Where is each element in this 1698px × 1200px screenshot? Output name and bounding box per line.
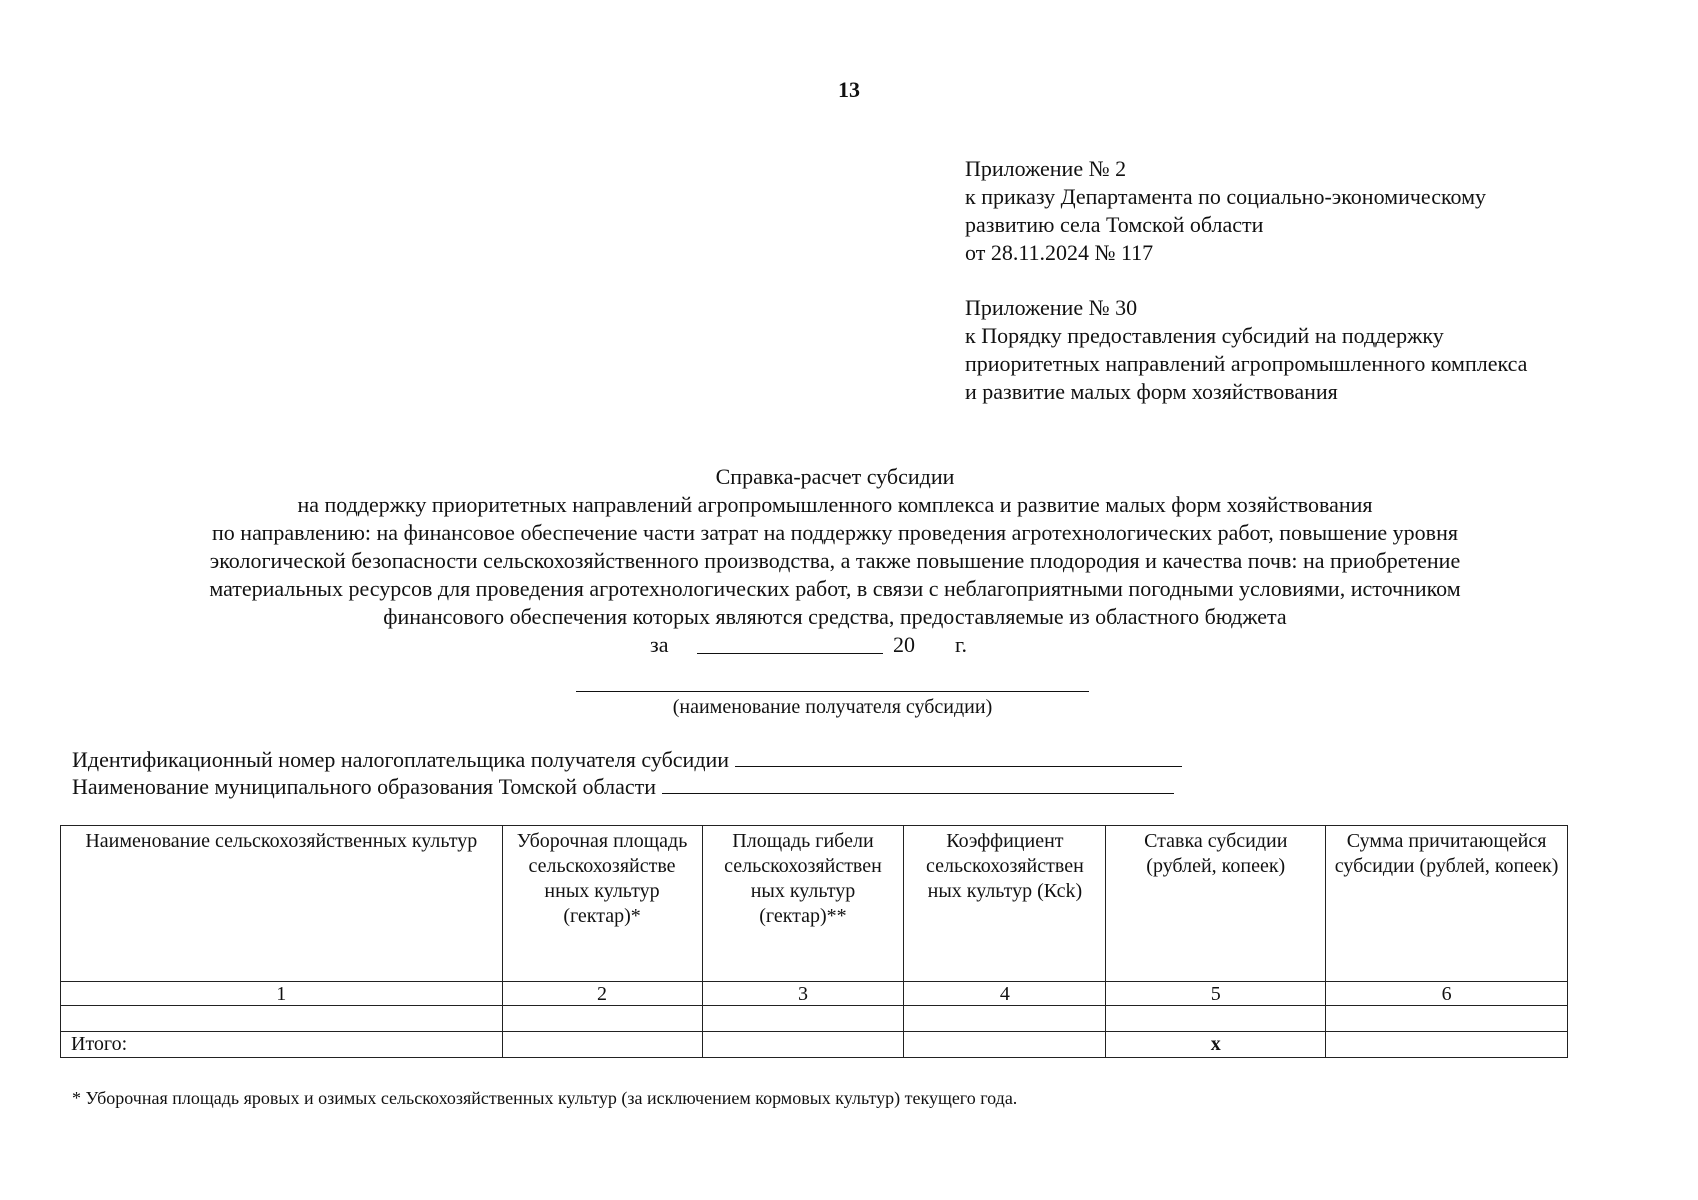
- appendix-line: приоритетных направлений агропромышленного комплекса: [965, 351, 1528, 376]
- period-month-blank[interactable]: [697, 653, 883, 654]
- total-cell[interactable]: [502, 1032, 702, 1058]
- column-header-loss-area: Площадь гибели сельскохозяйствен ных культур (гектар)**: [702, 826, 904, 982]
- table-cell[interactable]: [61, 1006, 503, 1032]
- title-line: по направлению: на финансовое обеспечение части затрат на поддержку проведения агротехнологических работ, повышение уровня: [212, 520, 1458, 545]
- table-row: [61, 1006, 1568, 1032]
- column-number: 4: [904, 982, 1106, 1006]
- column-number-row: [61, 982, 1568, 1006]
- title-line: на поддержку приоритетных направлений агропромышленного комплекса и развитие малых форм хозяйствования: [297, 492, 1373, 517]
- table-cell[interactable]: [502, 1006, 702, 1032]
- table-cell[interactable]: [1326, 1006, 1568, 1032]
- total-not-applicable-mark: х: [1106, 1032, 1326, 1058]
- period-prefix: за: [650, 632, 669, 657]
- total-label: Итого:: [61, 1032, 503, 1058]
- document-title: [100, 463, 1570, 631]
- appendix-line: от 28.11.2024 № 117: [965, 240, 1154, 265]
- municipality-field: [72, 773, 1174, 801]
- table-cell[interactable]: [904, 1006, 1106, 1032]
- appendix-reference-order: [965, 155, 1486, 267]
- period-suffix: г.: [955, 632, 968, 657]
- column-header-subsidy-amount: Сумма причитающейся субсидии (рублей, копеек): [1326, 826, 1568, 982]
- column-number: 6: [1326, 982, 1568, 1006]
- appendix-line: Приложение № 30: [965, 295, 1138, 320]
- table-cell[interactable]: [702, 1006, 904, 1032]
- period-year-prefix: 20: [893, 632, 915, 657]
- column-number: 5: [1106, 982, 1326, 1006]
- column-header-crop-name: Наименование сельскохозяйственных культур: [61, 826, 503, 982]
- table-cell[interactable]: [1106, 1006, 1326, 1032]
- appendix-line: Приложение № 2: [965, 156, 1127, 181]
- recipient-name-blank[interactable]: [576, 691, 1089, 692]
- appendix-line: к Порядку предоставления субсидий на поддержку: [965, 323, 1444, 348]
- inn-label: Идентификационный номер налогоплательщика получателя субсидии: [72, 747, 730, 772]
- inn-field: [72, 746, 1182, 774]
- column-header-crop-coefficient: Коэффициент сельскохозяйствен ных культур (Ксk): [904, 826, 1106, 982]
- footnote: * Уборочная площадь яровых и озимых сельскохозяйственных культур (за исключением кормовых культур) текущего года.: [72, 1088, 1018, 1108]
- title-line: материальных ресурсов для проведения агротехнологических работ, в связи с неблагоприятными погодными условиями, источником: [209, 576, 1461, 601]
- total-cell[interactable]: [1326, 1032, 1568, 1058]
- table-header-row: [61, 826, 1568, 982]
- recipient-caption: (наименование получателя субсидии): [672, 696, 993, 718]
- column-header-subsidy-rate: Ставка субсидии (рублей, копеек): [1106, 826, 1326, 982]
- total-cell[interactable]: [904, 1032, 1106, 1058]
- subsidy-calculation-table: [60, 825, 1568, 1058]
- column-number: 3: [702, 982, 904, 1006]
- total-row: [61, 1032, 1568, 1058]
- title-line: экологической безопасности сельскохозяйственного производства, а также повышение плодородия и качества почв: на приобретение: [209, 548, 1461, 573]
- column-number: 1: [61, 982, 503, 1006]
- appendix-reference-procedure: [965, 294, 1527, 406]
- title-line: финансового обеспечения которых являются средства, предоставляемые из областного бюджета: [383, 604, 1287, 629]
- total-cell[interactable]: [702, 1032, 904, 1058]
- municipality-blank[interactable]: [662, 775, 1174, 794]
- title-line: Справка-расчет субсидии: [715, 464, 955, 489]
- appendix-line: и развитие малых форм хозяйствования: [965, 379, 1338, 404]
- appendix-line: развитию села Томской области: [965, 212, 1264, 237]
- municipality-label: Наименование муниципального образования Томской области: [72, 774, 657, 799]
- column-number: 2: [502, 982, 702, 1006]
- appendix-line: к приказу Департамента по социально-экономическому: [965, 184, 1487, 209]
- inn-blank[interactable]: [735, 748, 1182, 767]
- column-header-harvest-area: Уборочная площадь сельскохозяйстве нных культур (гектар)*: [502, 826, 702, 982]
- page-number: 13: [838, 77, 860, 102]
